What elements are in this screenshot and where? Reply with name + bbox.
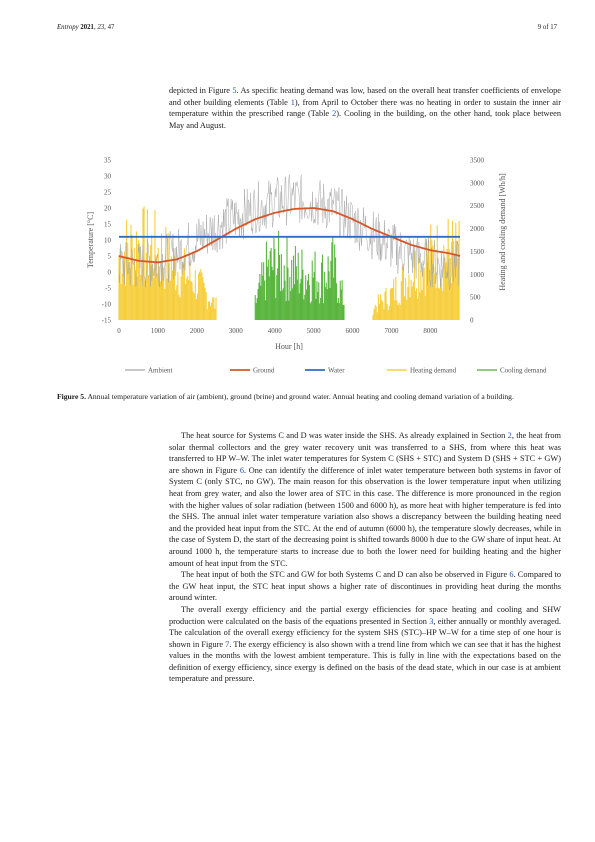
paragraph: The heat source for Systems C and D was water inside the SHS. As already explained in Section 2, the heat from solar thermal collectors and the grey water recovery unit was transferred to a SHS, from where this heat was transferred to HP W–W. The inlet water temperatures for System C (SHS + STC) and System D (SHS + STC + GW) are shown in Figure 6. One can identify the difference of inlet water temperature between both systems in favor of System C (only STC, no GW). The main reason for this observation is the lower temperature input when utilizing heat from grey water, and also the lower area of STC in this case. The difference is more pronounced in the region with the higher values of solar radiation (between 1500 and 6000 h), as more heat with higher temperature is fed into the SHS. The annual inlet water temperature variation also shows a discrepancy between the building heating need and the provided heat input from the STC. At the end of autumn (6000 h), the temperature slowly decreases, while in the case of System D, the start of the decreasing point is shifted towards 8000 h due to the GW share of input heat. At around 1000 h, the temperature starts to increase due to both the lower need for building heating and the higher amount of heat input from the STC. (169, 431, 561, 568)
y-left-tick-label: 5 (107, 252, 111, 261)
y-left-tick-label: 15 (104, 220, 111, 229)
y-left-tick-label: 30 (104, 172, 111, 181)
table-ref-link[interactable]: 2 (332, 109, 337, 119)
legend-label: Ambient (148, 366, 173, 375)
section-ref-link[interactable]: 3 (429, 616, 434, 626)
x-tick-label: 8000 (423, 327, 438, 335)
x-tick-label: 2000 (189, 327, 204, 335)
y-axis-left-label: Temperature [°C] (86, 211, 95, 269)
figure-ref-link[interactable]: 6 (239, 465, 244, 475)
x-axis-label: Hour [h] (275, 342, 303, 351)
ambient-series-line (119, 174, 460, 289)
y-right-tick-label: 1000 (470, 270, 484, 279)
y-right-tick-label: 500 (470, 293, 481, 302)
x-tick-label: 6000 (345, 327, 360, 335)
table-ref-link[interactable]: 1 (290, 97, 295, 107)
x-tick-label: 4000 (267, 327, 282, 335)
y-left-tick-label: -15 (101, 316, 111, 325)
journal-citation: Entropy 2021, 23, 47 (57, 24, 115, 31)
y-left-tick-label: 10 (104, 236, 111, 245)
figure-ref-link[interactable]: 5 (232, 86, 237, 95)
figure-caption (57, 392, 561, 403)
x-tick-label: 5000 (306, 327, 321, 335)
intro-paragraph: depicted in Figure 5. As specific heating demand was low, based on the overall heat transfer coefficients of envelope and other building elements (Table 1), from April to October there was no heating in order to sustain the inner air temperature within the prescribed range (Table 2). Cooling in the building, on the other hand, took place between May and August. (169, 86, 561, 130)
page-number: 9 of 17 (537, 24, 557, 31)
figure-caption-text: Annual temperature variation of air (ambient), ground (brine) and ground water. Annual heating and cooling demand variation of a building. (87, 392, 514, 401)
x-tick-label: 0 (117, 327, 121, 335)
y-right-tick-label: 2500 (470, 202, 484, 211)
y-left-tick-label: 25 (104, 188, 111, 197)
legend-label: Water (328, 366, 345, 375)
x-tick-label: 1000 (150, 327, 165, 335)
y-right-tick-label: 1500 (470, 247, 484, 256)
x-tick-label: 3000 (228, 327, 243, 335)
journal-name: Entropy (57, 24, 79, 31)
y-left-tick-label: 0 (107, 268, 111, 277)
chart-svg (57, 150, 561, 385)
figure-5-chart (57, 150, 561, 385)
y-right-tick-label: 3500 (470, 156, 484, 165)
y-right-tick-label: 3000 (470, 179, 484, 188)
x-tick-label: 7000 (384, 327, 399, 335)
journal-volume: 23 (97, 24, 105, 31)
y-left-tick-label: 35 (104, 156, 111, 165)
paragraph: The overall exergy efficiency and the partial exergy efficiencies for space heating and cooling and SHW production were calculated on the basis of the equations presented in Section 3, either annually or monthly averaged. The calculation of the overall exergy efficiency for the system SHS (STC)–HP W–W for a time step of one hour is shown in Figure 7. The exergy efficiency is also shown with a trend line from which we can see that it has the highest values in the months with the lowest ambient temperature. This is fully in line with the expectations based on the definition of exergy efficiency, since exergy is defined on the basis of the dead state, which in our case is at ambient temperature and pressure. (169, 604, 561, 684)
y-left-tick-label: -10 (101, 300, 111, 309)
y-right-tick-label: 2000 (470, 225, 484, 234)
article-number: 47 (107, 24, 115, 31)
legend-label: Ground (253, 366, 275, 375)
figure-ref-link[interactable]: 6 (509, 570, 514, 580)
figure-ref-link[interactable]: 7 (225, 639, 230, 649)
legend-label: Cooling demand (500, 366, 547, 375)
y-left-tick-label: 20 (104, 204, 111, 213)
y-left-tick-label: -5 (105, 284, 111, 293)
journal-year: 2021 (80, 24, 94, 31)
y-axis-right-label: Heating and cooling demand [Wh/h] (498, 173, 507, 291)
figure-label: Figure 5. (57, 392, 86, 401)
y-right-tick-label: 0 (470, 316, 474, 325)
legend-label: Heating demand (410, 366, 457, 375)
paragraph: The heat input of both the STC and GW for both Systems C and D can also be observed in Figure 6. Compared to the GW heat input, the STC heat input shows a higher rate of discontinues in providing heat during the months around winter. (169, 570, 561, 603)
section-ref-link[interactable]: 2 (507, 431, 512, 440)
page-header (57, 24, 557, 36)
main-text (169, 430, 561, 685)
